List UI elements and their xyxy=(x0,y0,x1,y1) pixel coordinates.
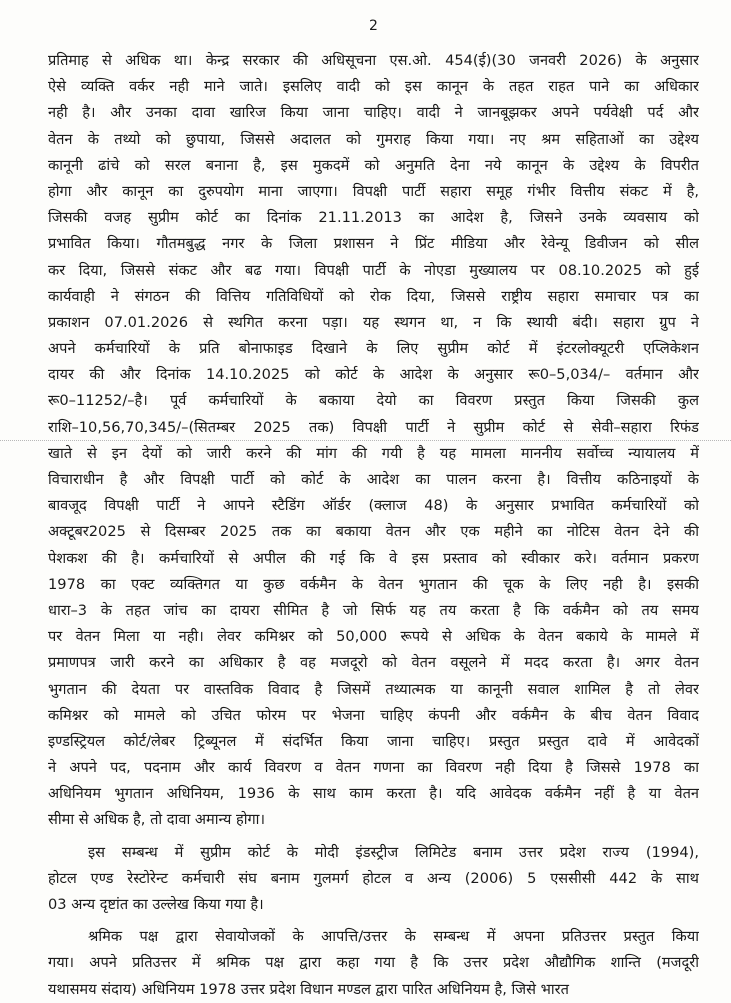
text-line: धारा–3 के तहत जांच का दायरा सीमित है जो सिर्फ यह तय करता है कि वर्कमैन को तय समय xyxy=(48,601,699,619)
text-line: ने अपने पद, पदनाम और कार्य विवरण व वेतन गणना का विवरण नही दिया है जिससे 1978 का xyxy=(48,759,699,777)
text-line: पेशकश की है। कर्मचारियों से अपील की गई कि वे इस प्रस्ताव को स्वीकार करे। वर्तमान प्रकरण xyxy=(48,549,699,567)
text-line: इस सम्बन्ध में सुप्रीम कोर्ट के मोदी इंडस्ट्रीज लिमिटेड बनाम उत्तर प्रदेश राज्य (1994), xyxy=(88,843,699,861)
text-line: पर वेतन मिला या नही। लेवर कमिश्नर को 50,000 रूपये से अधिक के वेतन बकाये के मामले में xyxy=(48,628,699,646)
text-line: दायर की और दिनांक 14.10.2025 को कोर्ट के आदेश के अनुसार रू0–5,034/– वर्तमान और xyxy=(48,366,699,384)
text-line: कर दिया, जिससे संकट और बढ गया। विपक्षी पार्टी के नोएडा मुख्यालय पर 08.10.2025 को हुई xyxy=(48,261,699,279)
text-line: गया। अपने प्रतिउत्तर में श्रमिक पक्ष द्वारा कहा गया है कि उत्तर प्रदेश औद्यौगिक शान्ति (मजदूरी xyxy=(48,954,699,972)
text-line: प्रतिमाह से अधिक था। केन्द्र सरकार की अधिसूचना एस.ओ. 454(ई)(30 जनवरी 2026) के अनुसार xyxy=(48,52,699,69)
text-line: कानूनी ढांचे को सरल बनाना है, इस मुकदमें को अनुमति देना नये कानून के उद्देश्य के विपरीत xyxy=(48,156,699,174)
text-line: विचाराधीन है और विपक्षी पार्टी को कोर्ट के आदेश का पालन करना है। वित्तीय कठिनाइयों के xyxy=(48,471,699,488)
page-number: 2 xyxy=(369,18,378,34)
text-line: ऐसे व्यक्ति वर्कर नही माने जाते। इसलिए वादी को इस कानून के तहत राहत पाने का अधिकार xyxy=(48,78,699,96)
text-line: अक्टूबर2025 से दिसम्बर 2025 तक का बकाया वेतन और एक महीने का नोटिस वेतन देने की xyxy=(48,523,699,541)
text-line: होगा और कानून का दुरुपयोग माना जाएगा। विपक्षी पार्टी सहारा समूह गंभीर वित्तीय संकट में है, xyxy=(48,182,699,200)
paragraph xyxy=(48,924,699,1003)
text-line: कार्यवाही ने संगठन की वित्तिय गतिविधियों को रोक दिया, जिससे राष्ट्रीय सहारा समाचार पत्र का xyxy=(48,287,699,305)
text-line: इण्डस्ट्रियल कोर्ट/लेबर ट्रिब्यूनल में संदर्भित किया जाना चाहिए। प्रस्तुत प्रस्तुत दावे में आवेदकों xyxy=(48,732,699,750)
text-line: बावजूद विपक्षी पार्टी ने आपने स्टैडिंग ऑर्डर (क्लाज 48) के अनुसार प्रभावित कर्मचारियों को xyxy=(48,497,699,515)
text-line: सीमा से अधिक है, तो दावा अमान्य होगा। xyxy=(48,811,265,829)
text-line: कमिश्नर को मामले को उचित फोरम पर भेजना चाहिए कंपनी और वर्कमैन के बीच वेतन विवाद xyxy=(48,706,699,724)
paragraph xyxy=(48,840,699,919)
text-line: प्रकाशन 07.01.2026 से स्थगित करना पड़ा। यह स्थगन था, न कि स्थायी बंदी। सहारा ग्रुप ने xyxy=(48,313,699,331)
page-fold-mark xyxy=(0,440,731,441)
text-line: प्रमाणपत्र जारी करने का अधिकार है वह मजदूरो को वेतन वसूलने में मदद करता है। अगर वेतन xyxy=(48,654,699,672)
text-line: रू0–11252/–है। पूर्व कर्मचारियों के बकाया देयो का विवरण प्रस्तुत किया जिसकी कुल xyxy=(48,392,699,410)
text-line: खाते से इन देयों को जारी करने की मांग की गयी है यह मामला माननीय सर्वोच्च न्यायालय में xyxy=(48,444,699,462)
text-line: वेतन के तथ्यो को छुपाया, जिससे अदालत को गुमराह किया गया। नए श्रम सहिताओं का उद्देश्य xyxy=(48,130,699,148)
document-body xyxy=(48,48,699,1003)
text-line: प्रभावित किया। गौतमबुद्ध नगर के जिला प्रशासन ने प्रिंट मीडिया और रेवेन्यू डिवीजन को सील xyxy=(48,235,699,253)
text-line: भुगतान की देयता पर वास्तविक विवाद है जिसमें तथ्यात्मक या कानूनी सवाल शामिल है तो लेवर xyxy=(48,680,699,698)
text-line: नही है। और उनका दावा खारिज किया जाना चाहिए। वादी ने जानबूझकर अपने पर्यवेक्षी पर्द और xyxy=(48,104,699,122)
text-line: श्रमिक पक्ष द्वारा सेवायोजकों के आपत्ति/उत्तर के सम्बन्ध में अपना प्रतिउत्तर प्रस्तुत किया xyxy=(88,928,699,946)
text-line: अपने कर्मचारियों के प्रति बोनाफाइड दिखाने के लिए सुप्रीम कोर्ट में इंटरलोक्यूटरी एप्लिकेशन xyxy=(48,340,699,358)
text-line: राशि–10,56,70,345/–(सितम्बर 2025 तक) विपक्षी पार्टी ने सुप्रीम कोर्ट से सेवी–सहारा रिफंड xyxy=(48,418,699,436)
text-line: जिसकी वजह सुप्रीम कोर्ट का दिनांक 21.11.2013 का आदेश है, जिसने उनके व्यवसाय को xyxy=(48,209,699,227)
text-line: अधिनियम भुगतान अधिनियम, 1936 के साथ काम करता है। यदि आवेदक वर्कमैन नहीं है या वेतन xyxy=(48,785,699,803)
text-line: 03 अन्य दृष्टांत का उल्लेख किया गया है। xyxy=(48,896,264,913)
text-line: होटल एण्ड रेस्टोरेन्ट कर्मचारी संघ बनाम गुलमर्ग होटल व अन्य (2006) 5 एससीसी 442 के साथ xyxy=(48,869,699,887)
text-line: 1978 का एक्ट व्यक्तिगत या कुछ वर्कमैन के वेतन भुगतान की चूक के लिए नही है। इसकी xyxy=(48,575,699,593)
text-line: यथासमय संदाय) अधिनियम 1978 उत्तर प्रदेश विधान मण्डल द्वारा पारित अधिनियम है, जिसे भारत xyxy=(48,980,569,998)
